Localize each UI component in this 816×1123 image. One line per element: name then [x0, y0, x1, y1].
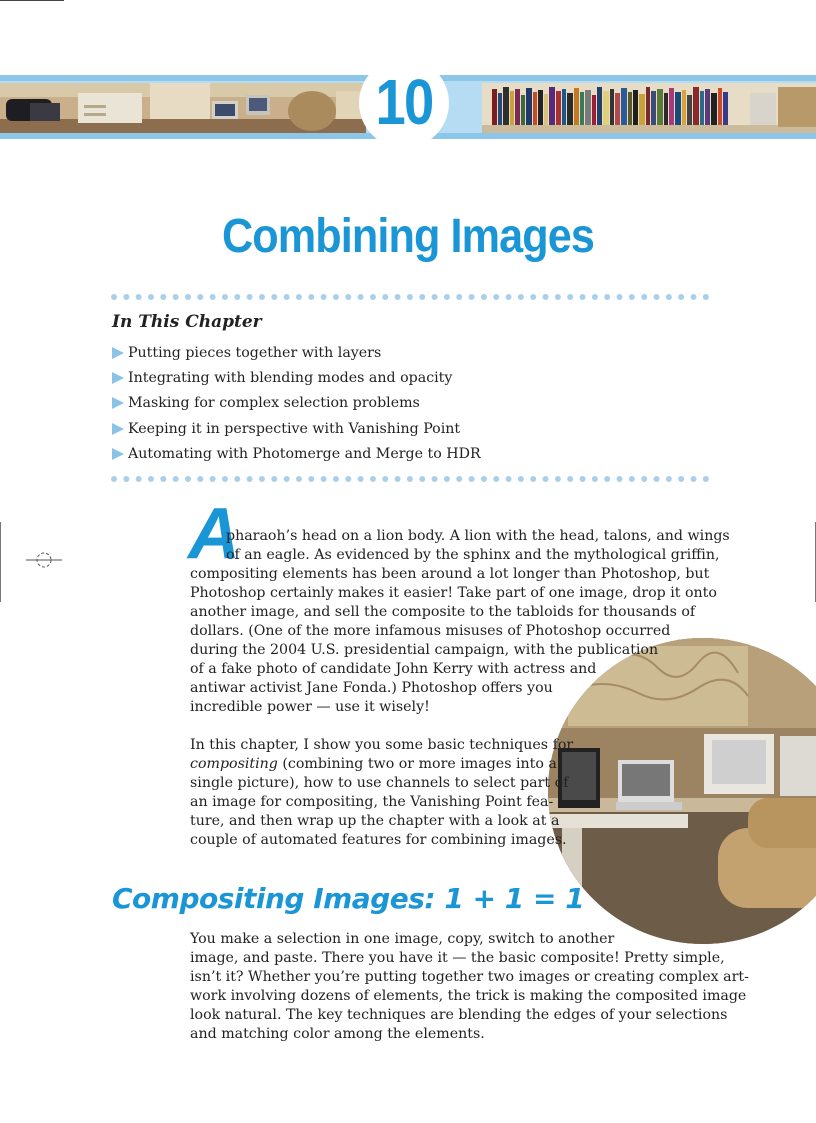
list-item: Integrating with blending modes and opacity [112, 365, 481, 390]
list-item: Automating with Photomerge and Merge to HDR [112, 442, 481, 467]
intro-line: of an eagle. As evidenced by the sphinx and the mythological griffin, [226, 547, 720, 563]
in-this-chapter-heading: In This Chapter [112, 312, 262, 332]
section-heading: Compositing Images: 1 + 1 = 1 [112, 882, 585, 915]
intro-line: another image, and sell the composite to the tabloids for thousands of [190, 604, 696, 620]
body-line: single picture), how to use channels to select part of [190, 775, 569, 791]
section-line: work involving dozens of elements, the trick is making the composited image [190, 988, 747, 1004]
crop-mark-top [0, 0, 64, 1]
office-photo-left [0, 83, 366, 133]
intro-line: incredible power — use it wisely! [190, 699, 430, 715]
body-line: In this chapter, I show you some basic techniques for [190, 737, 574, 753]
list-item: Keeping it in perspective with Vanishing Point [112, 416, 481, 441]
drop-cap: A [188, 494, 240, 574]
intro-line: during the 2004 U.S. presidential campaign, with the publication [190, 642, 659, 658]
section-line: You make a selection in one image, copy, switch to another [190, 931, 615, 947]
section-line: and matching color among the elements. [190, 1026, 485, 1042]
chapter-number: 10 [375, 66, 433, 138]
intro-line: compositing elements has been around a lot longer than Photoshop, but [190, 566, 710, 582]
body-line: couple of automated features for combining images. [190, 832, 567, 848]
list-item: Masking for complex selection problems [112, 391, 481, 416]
list-item: Putting pieces together with layers [112, 340, 481, 365]
bookshelf-photo-right [482, 83, 816, 133]
body-line: ture, and then wrap up the chapter with a look at a [190, 813, 560, 829]
triangle-bullet-icon [112, 347, 124, 359]
triangle-bullet-icon [112, 423, 124, 435]
office-photo-circle [548, 638, 816, 944]
chapter-title: Combining Images [221, 210, 595, 263]
section-line: image, and paste. There you have it — the basic composite! Pretty simple, [190, 950, 725, 966]
intro-line: antiwar activist Jane Fonda.) Photoshop offers you [190, 680, 553, 696]
section-line: look natural. The key techniques are blending the edges of your selections [190, 1007, 728, 1023]
dotted-divider-top [110, 292, 710, 302]
dotted-divider-bottom [110, 474, 710, 484]
intro-line: dollars. (One of the more infamous misuses of Photoshop occurred [190, 623, 671, 639]
triangle-bullet-icon [112, 397, 124, 409]
intro-line: of a fake photo of candidate John Kerry with actress and [190, 661, 597, 677]
intro-line: pharaoh’s head on a lion body. A lion with the head, talons, and wings [226, 528, 730, 544]
chapter-contents-list [112, 340, 481, 467]
body-line: compositing (combining two or more images into a [190, 756, 557, 772]
crop-mark-left [0, 522, 1, 602]
triangle-bullet-icon [112, 372, 124, 384]
section-line: isn’t it? Whether you’re putting together two images or creating complex art- [190, 969, 749, 985]
body-line: an image for compositing, the Vanishing Point fea- [190, 794, 554, 810]
registration-mark-icon [26, 550, 62, 570]
italic-term: compositing [190, 756, 278, 772]
intro-line: Photoshop certainly makes it easier! Take part of one image, drop it onto [190, 585, 717, 601]
triangle-bullet-icon [112, 448, 124, 460]
